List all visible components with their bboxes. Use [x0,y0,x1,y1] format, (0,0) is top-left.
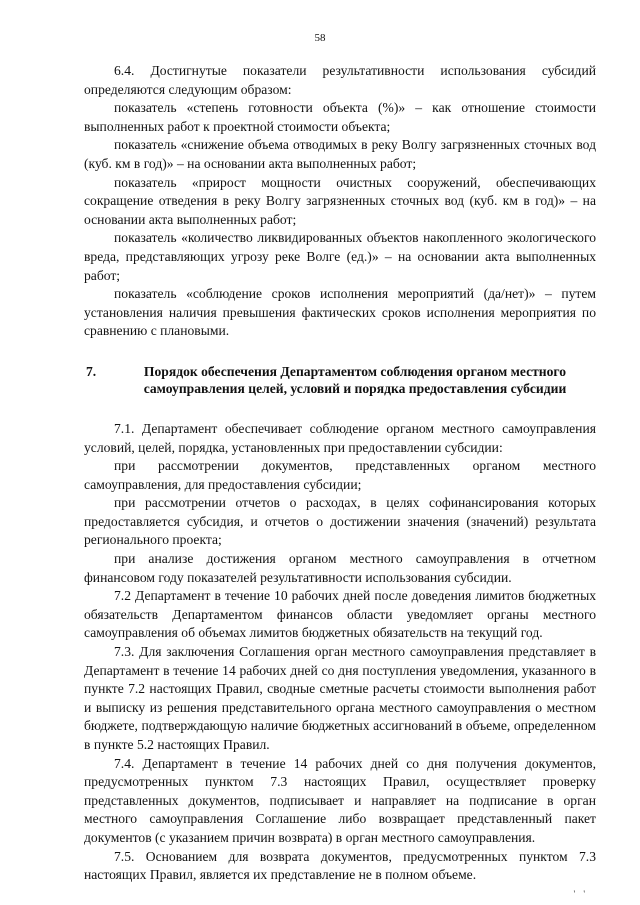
section-7-number: 7. [86,363,97,379]
indicator-eco-damage-objects: показатель «количество ликвидированных объектов накопленного экологического вреда, представляющих угрозу реке Волге (ед.)» – на основании акта выполненных работ; [84,230,596,283]
paragraph-7-1: 7.1. Департамент обеспечивает соблюдение органом местного самоуправления условий, целей, порядка, установленных при предоставлении субсидии: [84,420,596,455]
section-7-body [84,420,596,885]
paragraph-6-4: 6.4. Достигнутые показатели результативности использования субсидий определяются следующим образом: [84,63,596,97]
corner-mark: ' ' [573,889,588,899]
indicator-treatment-capacity: показатель «прирост мощности очистных сооружений, обеспечивающих сокращение отведения в реку Волгу загрязненных сточных вод (куб. км в год)» – на основании акта выполненных работ; [84,174,596,227]
indicator-readiness: показатель «степень готовности объекта (%)» – как отношение стоимости выполненных работ к проектной стоимости объекта; [84,100,596,134]
section-7-heading [84,363,596,398]
paragraph-7-3: 7.3. Для заключения Соглашения орган местного самоуправления представляет в Департамент в течение 14 рабочих дней со дня поступления уведомления, указанного в пункте 7.2 настоящих Правил, сводные сметные расчеты стоимости выполнения работ и выписку из решения представительного органа местного самоуправления о местном бюджете, подтверждающую наличие бюджетных ассигнований в объеме, определенном в пункте 5.2 настоящих Правил. [84,644,596,752]
paragraph-7-1-documents: при рассмотрении документов, представленных органом местного самоуправления, для предоставления субсидии; [84,458,596,492]
paragraph-7-1-analysis: при анализе достижения органом местного самоуправления в отчетном финансовом году показателей результативности использования субсидии. [84,551,596,585]
paragraph-7-2: 7.2 Департамент в течение 10 рабочих дней после доведения лимитов бюджетных обязательств Департаментом финансов области уведомляет органы местного самоуправления об объемах лимитов бюджетных обязательств на текущий год. [84,588,596,641]
paragraph-7-1-reports: при рассмотрении отчетов о расходах, в целях софинансирования которых предоставляется субсидия, и отчетов о достижении значения (значений) результата регионального проекта; [84,495,596,548]
paragraph-7-4: 7.4. Департамент в течение 14 рабочих дней со дня получения документов, предусмотренных пунктом 7.3 настоящих Правил, осуществляет проверку представленных документов, подписывает и направляет на подписание в орган местного самоуправления Соглашение либо возвращает представленный пакет документов (с указанием причин возврата) в орган местного самоуправления. [84,755,596,845]
document-body [84,62,596,885]
indicator-deadlines: показатель «соблюдение сроков исполнения мероприятий (да/нет)» – путем установления наличия превышения фактических сроков исполнения мероприятия по сравнению с плановыми. [84,286,596,339]
section-7-title: Порядок обеспечения Департаментом соблюдения органом местного самоуправления целей, условий и порядка предоставления субсидии [143,363,567,397]
indicator-wastewater-reduction: показатель «снижение объема отводимых в реку Волгу загрязненных сточных вод (куб. км в год)» – на основании акта выполненных работ; [84,137,596,171]
page-number: 58 [314,32,326,44]
section-6-indicators [84,62,596,341]
paragraph-7-5: 7.5. Основанием для возврата документов, предусмотренных пунктом 7.3 настоящих Правил, является их представление не в полном объеме. [84,848,596,883]
